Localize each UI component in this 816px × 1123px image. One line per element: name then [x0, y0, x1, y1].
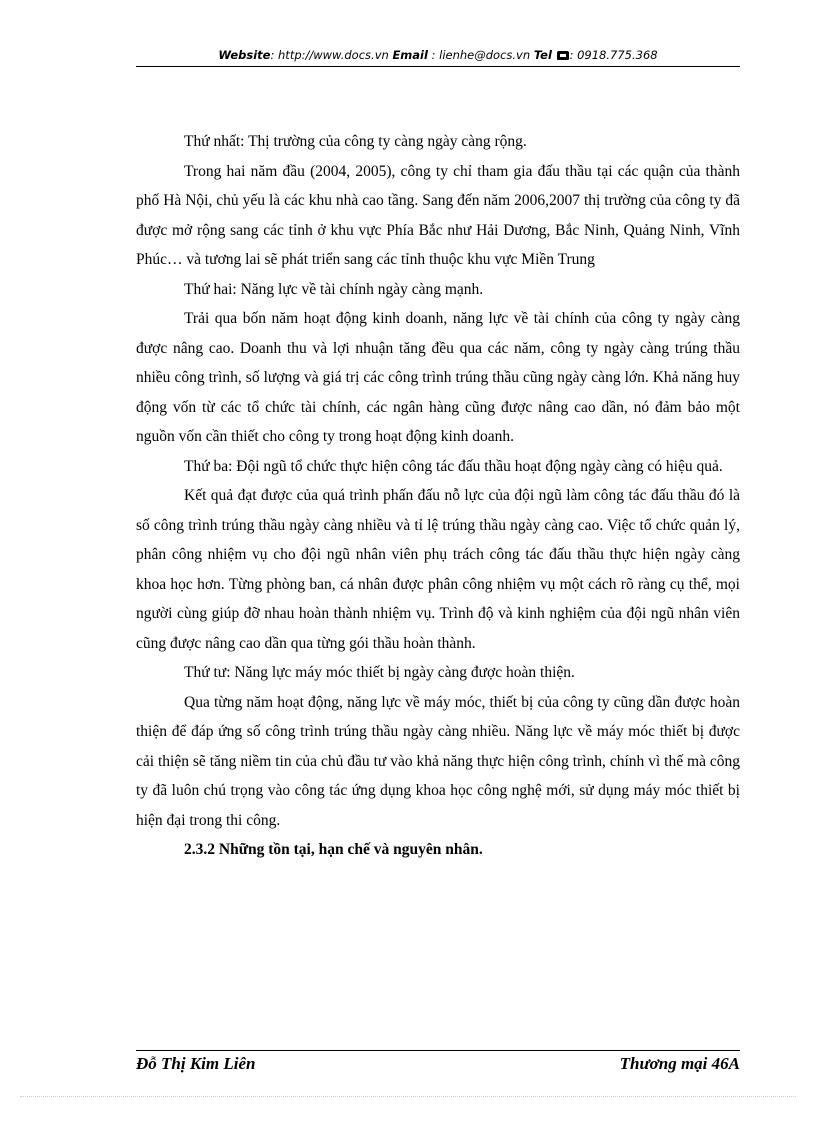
email-separator: :: [427, 48, 440, 62]
paragraph-first-point: Thứ nhất: Thị trường của công ty càng ngày càng rộng.: [184, 133, 527, 150]
footer-author: Đỗ Thị Kim Liên: [136, 1054, 256, 1073]
document-body: [136, 127, 740, 865]
paragraph-third-point: Thứ ba: Đội ngũ tổ chức thực hiện công tác đấu thầu hoạt động ngày càng có hiệu quả.: [184, 457, 723, 475]
website-link[interactable]: http://www.docs.vn: [278, 48, 389, 62]
paragraph-second-point: Thứ hai: Năng lực về tài chính ngày càng mạnh.: [184, 280, 484, 298]
paragraph-team-detail: Kết quả đạt được của quá trình phấn đấu nỗ lực của đội ngũ làm công tác đấu thầu đó là số công trình trúng thầu ngày càng nhiều và tỉ lệ trúng thầu ngày càng cao. Việc tổ chức quản lý, phân công nhiệm vụ cho đội ngũ nhân viên phụ trách công tác đấu thầu thực hiện ngày càng khoa học hơn. Từng phòng ban, cá nhân được phân công nhiệm vụ một cách rõ ràng cụ thể, mọi người cùng giúp đỡ nhau hoàn thành nhiệm vụ. Trình độ và kinh nghiệm của đội ngũ nhân viên cũng được nâng cao dần qua từng gói thầu hoàn thành.: [136, 487, 740, 652]
email-label: Email: [392, 48, 428, 62]
phone-icon: [557, 51, 569, 60]
website-label: Website: [218, 48, 271, 62]
website-separator: :: [270, 48, 279, 62]
paragraph-fourth-point: Thứ tư: Năng lực máy móc thiết bị ngày càng được hoàn thiện.: [184, 664, 575, 681]
tel-value: 0918.775.368: [577, 48, 658, 62]
page-bottom-border: [20, 1096, 796, 1097]
paragraph-equipment-detail: Qua từng năm hoạt động, năng lực về máy móc, thiết bị của công ty cũng dần được hoàn thiện để đáp ứng số công trình trúng thầu ngày càng nhiều. Năng lực về máy móc thiết bị được cải thiện sẽ tăng niềm tin của chủ đầu tư vào khả năng thực hiện công trình, chính vì thế mà công ty đã luôn chú trọng vào công tác ứng dụng khoa học công nghệ mới, sử dụng máy móc thiết bị hiện đại trong thi công.: [136, 693, 740, 829]
footer-divider: [136, 1050, 740, 1051]
footer-class: Thương mại 46A: [619, 1054, 740, 1073]
paragraph-market-detail: Trong hai năm đầu (2004, 2005), công ty chỉ tham gia đấu thầu tại các quận của thành phố Hà Nội, chủ yếu là các khu nhà cao tầng. Sang đến năm 2006,2007 thị trường của công ty đã được mở rộng sang các tỉnh ở khu vực Phía Bắc như Hải Dương, Bắc Ninh, Quảng Ninh, Vĩnh Phúc… và tương lai sẽ phát triển sang các tỉnh thuộc khu vực Miền Trung: [136, 162, 740, 268]
email-link[interactable]: lienhe@docs.vn: [439, 48, 531, 62]
paragraph-finance-detail: Trải qua bốn năm hoạt động kinh doanh, năng lực về tài chính của công ty ngày càng được nâng cao. Doanh thu và lợi nhuận tăng đều qua các năm, công ty ngày càng trúng thầu nhiều công trình, số lượng và giá trị các công trình trúng thầu cũng ngày càng lớn. Khả năng huy động vốn từ các tổ chức tài chính, các ngân hàng cũng được nâng cao dần, nó đảm bảo một nguồn vốn cần thiết cho công ty trong hoạt động kinh doanh.: [136, 310, 740, 445]
tel-separator: :: [569, 48, 578, 62]
tel-label: Tel: [533, 48, 552, 62]
section-heading: 2.3.2 Những tồn tại, hạn chế và nguyên nhân.: [184, 841, 483, 858]
page-header: [136, 46, 740, 67]
